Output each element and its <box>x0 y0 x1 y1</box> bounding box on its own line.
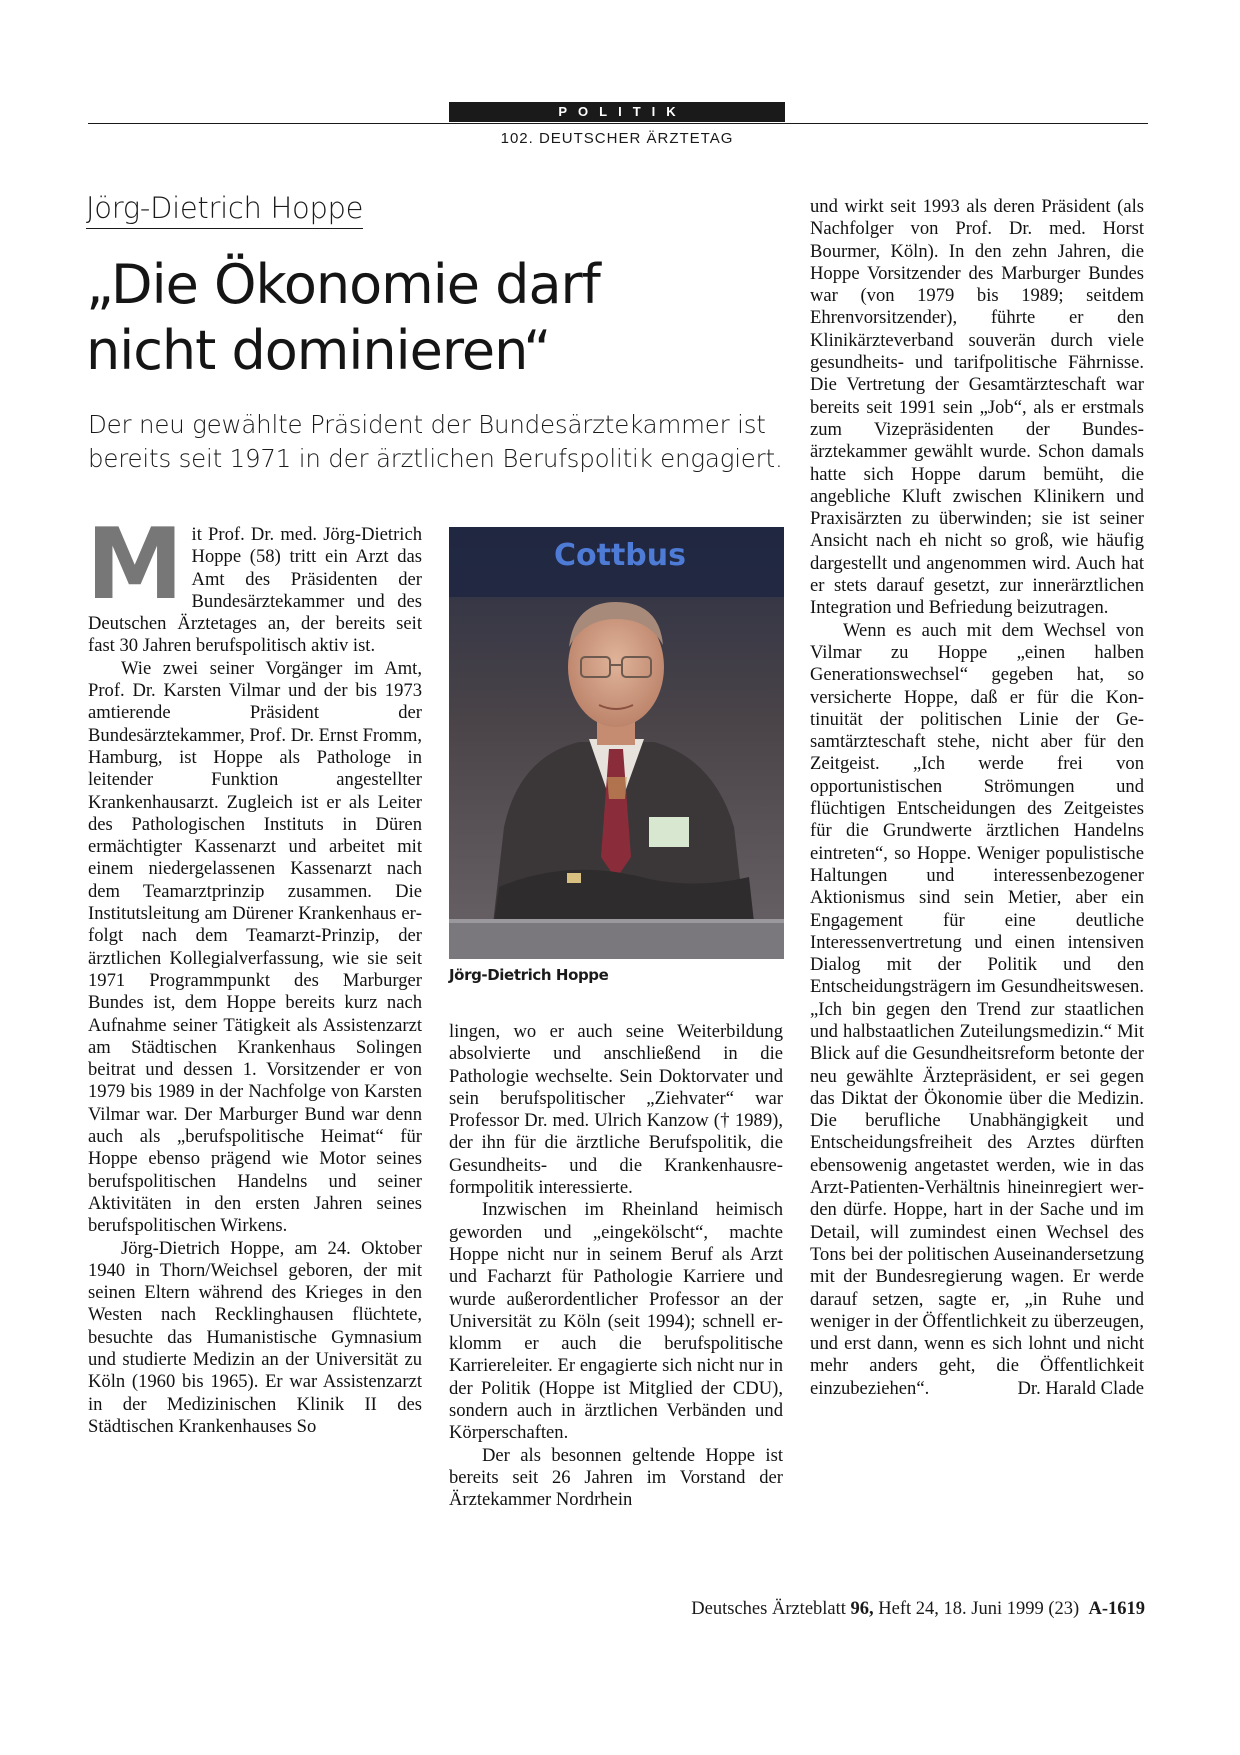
body-column-1 <box>86 508 422 1438</box>
paragraph-3-continued: lingen, wo er auch seine Weiterbildung absolvierte und anschließend in die Pathologie wechselte. Sein Doktorvater und sein berufspolitischer „Ziehvater“ war Professor Dr. med. Ulrich Kanzow († 1989), der ihn für die ärztliche Berufspolitik, die Gesundheits- und die Krankenhausreformpolitik interessierte. <box>449 1021 783 1199</box>
photo-sign-text: Cottbus <box>554 538 686 573</box>
headline-line-2: nicht dominieren“ <box>86 319 551 382</box>
article-headline <box>86 252 786 384</box>
lead-line-2: bereits seit 1971 in der ärztlichen Berufspolitik engagiert. <box>88 444 783 473</box>
paragraph-2: Wie zwei seiner Vorgänger im Amt, Prof. Dr. Karsten Vilmar und der bis 1973 amtierende Präsident der Bundesärztekammer, Prof. Dr. Ernst Fromm, Hamburg, ist Hoppe als Pathologe in leitender Funktion angestellter Krankenhausarzt. Zugleich ist er als Leiter des Pathologischen Instituts in Düren ermächtigter Kassenarzt und arbeitet mit einem niedergelassenen Kassenarzt nach dem Teamarztprinzip zusammen. Die Institutsleitung am Dürener Krankenhaus erfolgt nach dem Teamarzt-Prinzip, der ärztlichen Kollegialverfassung, wie sie seit 1971 Programmpunkt des Marburger Bundes ist, dem Hoppe bereits kurz nach Aufnahme seiner Tätigkeit als Assistenzarzt am Städtischen Krankenhaus Solingen beitrat und dessen 1. Vorsitzender er von 1979 bis 1989 in der Nachfolge von Karsten Vilmar war. Der Marburger Bund war denn auch als „berufspolitische Heimat“ für Hoppe ebenso prägend wie Motor seines berufspolitischen Handelns und seiner Aktivitäten in den ersten Jahren seines berufspolitischen Wirkens. <box>88 657 422 1237</box>
article-lead <box>88 408 788 476</box>
portrait-illustration <box>449 527 784 959</box>
subsection-label: 102. DEUTSCHER ÄRZTETAG <box>500 130 734 147</box>
page-footer <box>691 1599 1145 1620</box>
paragraph-1 <box>86 508 422 658</box>
paragraph-6 <box>810 620 1144 1400</box>
portrait-photo <box>449 527 784 959</box>
article-kicker: Jörg-Dietrich Hoppe <box>86 190 363 229</box>
paragraph-5-continued: und wirkt seit 1993 als deren Präsident (als Nachfolger von Prof. Dr. med. Horst Bourmer, Köln). In den zehn Jahren, die Hoppe Vorsitzender des Marburger Bundes war (von 1979 bis 1989; seitdem Ehrenvorsitzender), führte er den Klinikärzteverband souverän durch viele gesundheits- und tarifpolitische Fährnisse. Die Vertretung der Gesamtärzteschaft war bereits seit 1991 sein „Job“, als er erstmals zum Vizepräsidenten der Bundesärztekammer gewählt wurde. Schon damals hatte sich Hoppe darum bemüht, die angebliche Kluft zwischen Klinikern und Praxisärzten zu überwinden; sie ist seiner Ansicht nach eh nicht so groß, wie häufig dargestellt und angenommen wird. Auch hat er stets darauf gesetzt, zur innerärztlichen Integration und Befriedung beizutragen. <box>810 196 1144 619</box>
headline-line-1: „Die Ökonomie darf <box>86 253 600 316</box>
photo-caption: Jörg-Dietrich Hoppe <box>449 966 609 984</box>
paragraph-5: Der als besonnen geltende Hoppe ist bereits seit 26 Jahren im Vorstand der Ärztekammer Nordrhein <box>449 1444 783 1511</box>
page-number: A-1619 <box>1088 1599 1145 1619</box>
paragraph-4: Inzwischen im Rheinland heimisch geworden und „eingekölscht“, machte Hoppe nicht nur in seinem Beruf als Arzt und Facharzt für Pathologie Karriere und wurde außerordentlicher Professor an der Universität zu Köln (seit 1994); schnell erklomm er auch die berufspolitische Karriereleiter. Er engagierte sich nicht nur in der Politik (Hoppe ist Mitglied der CDU), sondern auch in ärztlichen Verbänden und Körperschaften. <box>449 1199 783 1444</box>
journal-volume: 96, <box>850 1599 874 1619</box>
dropcap: M <box>86 508 184 622</box>
body-column-3 <box>810 196 1144 1400</box>
section-label: POLITIK <box>449 102 785 122</box>
header-rule <box>88 123 1148 124</box>
journal-issue: Heft 24, 18. Juni 1999 (23) <box>878 1599 1080 1619</box>
body-column-2 <box>449 1021 783 1512</box>
author-signature: Dr. Harald Clade <box>1017 1377 1144 1399</box>
paragraph-3: Jörg-Dietrich Hoppe, am 24. Oktober 1940 in Thorn/Weichsel geboren, der mit seinen Eltern während des Krieges in den Westen nach Recklinghausen flüchtete, besuchte das Humanistische Gymnasium und studierte Medizin an der Universität zu Köln (1960 bis 1965). Er war Assistenzarzt in der Medizinischen Klinik II des Städtischen Krankenhauses So <box>88 1237 422 1437</box>
paragraph-6-text: Wenn es auch mit dem Wechsel von Vilmar zu Hoppe „einen halben Generationswechsel“ gegeben hat, so versicherte Hoppe, daß er für die Kontinuität der politischen Linie der Gesamtärzteschaft stehe, nicht aber für den Zeitgeist. „Ich werde frei von opportunistischen Strömungen und flüchtigen Entscheidungen des Zeitgeistes für die Grundwerte ärztlichen Handelns eintreten“, so Hoppe. Weniger populistische Haltungen und interessenbezogener Aktionismus sind sein Metier, aber ein Engagement für eine deutliche Interessenvertretung und einen intensiven Dialog mit der Politik und den Entscheidungsträgern im Gesundheitswesen. „Ich bin gegen den Trend zur staatlichen und halbstaatlichen Zuteilungsmedizin.“ Mit Blick auf die Gesundheitsreform betonte der neu gewählte Ärztepräsident, er sei gegen das Diktat der Ökonomie über die Medizin. Die berufliche Unabhängigkeit und Entscheidungsfreiheit des Arztes dürften ebensowenig angetastet werden, wie in das Arzt-Patienten-Verhältnis hineinregiert werden dürfe. Hoppe, hart in der Sache und im Detail, will zumindest einen Wechsel des Tons bei der politischen Auseinandersetzung mit der Bundesregierung wagen. Er werde darauf setzen, sagte er, „in Ruhe und weniger in der Öffentlichkeit zu überzeugen, und erst dann, wenn es sich lohnt und nicht mehr anders geht, die Öffentlichkeit einzubeziehen“. <box>810 619 1144 1399</box>
lead-line-1: Der neu gewählte Präsident der Bundesärztekammer ist <box>88 410 766 439</box>
paragraph-1-text: it Prof. Dr. med. Jörg-Dietrich Hoppe (58) tritt ein Arzt das Amt des Präsidenten der Bundesärztekammer und des Deutschen Ärztetages an, der bereits seit fast 30 Jahren berufspolitisch aktiv ist. <box>88 524 422 657</box>
journal-name: Deutsches Ärzteblatt <box>691 1599 846 1619</box>
